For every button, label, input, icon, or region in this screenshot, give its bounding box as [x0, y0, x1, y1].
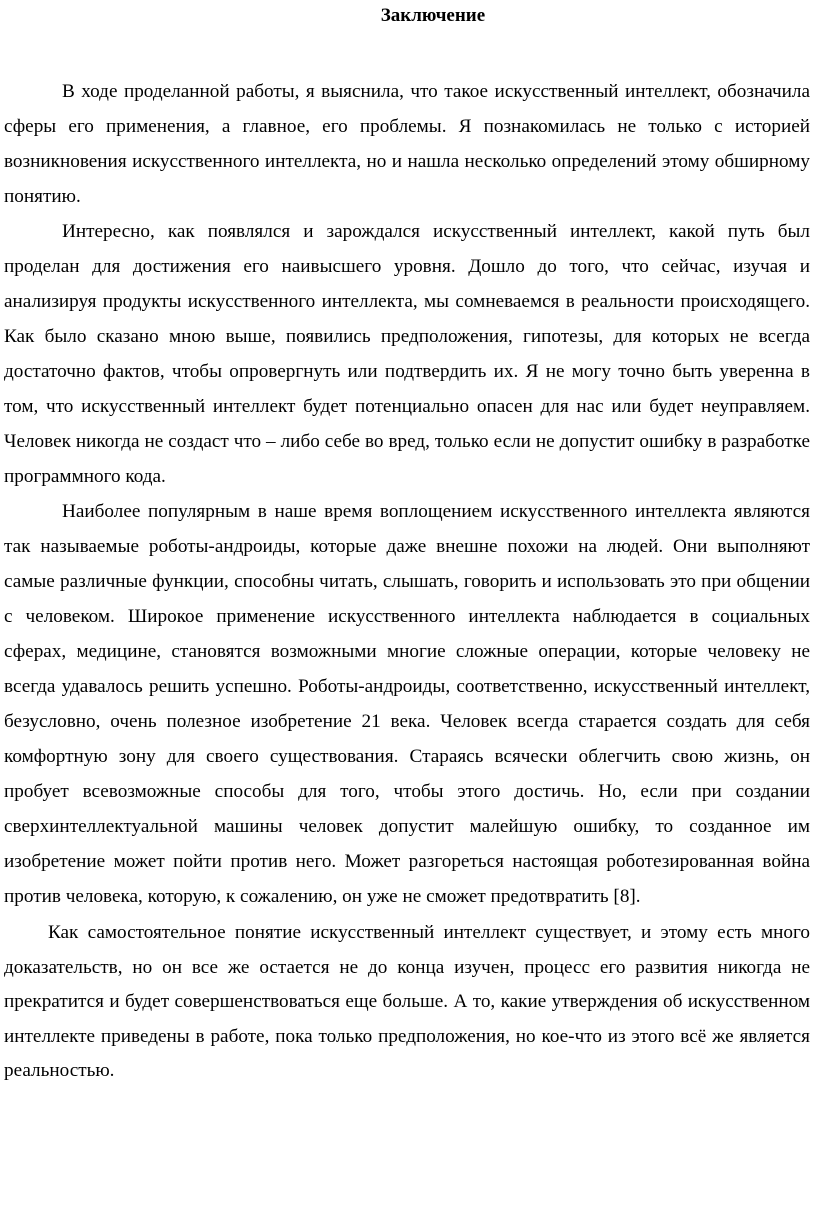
- page-title: Заключение: [380, 5, 486, 26]
- paragraph-1: В ходе проделанной работы, я выяснила, что такое искусственный интеллект, обозначила сферы его применения, а главное, его проблемы. Я познакомилась не только с историей возникновения искусственного интеллекта, но и нашла несколько определений этому обширному понятию.: [4, 81, 810, 207]
- paragraph-4: Как самостоятельное понятие искусственный интеллект существует, и этому есть много доказательств, но он все же остается не до конца изучен, процесс его развития никогда не прекратится и будет совершенствоваться еще больше. А то, какие утверждения об искусственном интеллекте приведены в работе, пока только предположения, но кое-что из этого всё же является реальностью.: [4, 922, 810, 1081]
- document-body: [4, 74, 810, 1089]
- paragraph-3: Наиболее популярным в наше время воплощением искусственного интеллекта являются так называемые роботы-андроиды, которые даже внешне похожи на людей. Они выполняют самые различные функции, способны читать, слышать, говорить и использовать это при общении с человеком. Широкое применение искусственного интеллекта наблюдается в социальных сферах, медицине, становятся возможными многие сложные операции, которые человеку не всегда удавалось решить успешно. Роботы-андроиды, соответственно, искусственный интеллект, безусловно, очень полезное изобретение 21 века. Человек всегда старается создать для себя комфортную зону для своего существования. Стараясь всячески облегчить свою жизнь, он пробует всевозможные способы для того, чтобы этого достичь. Но, если при создании сверхинтеллектуальной машины человек допустит малейшую ошибку, то созданное им изобретение может пойти против него. Может разгореться настоящая роботезированная война против человека, которую, к сожалению, он уже не сможет предотвратить [8].: [4, 501, 810, 907]
- paragraph-2: Интересно, как появлялся и зарождался искусственный интеллект, какой путь был проделан для достижения его наивысшего уровня. Дошло до того, что сейчас, изучая и анализируя продукты искусственного интеллекта, мы сомневаемся в реальности происходящего. Как было сказано мною выше, появились предположения, гипотезы, для которых не всегда достаточно фактов, чтобы опровергнуть или подтвердить их. Я не могу точно быть уверенна в том, что искусственный интеллект будет потенциально опасен для нас или будет неуправляем. Человек никогда не создаст что – либо себе во вред, только если не допустит ошибку в разработке программного кода.: [4, 221, 810, 487]
